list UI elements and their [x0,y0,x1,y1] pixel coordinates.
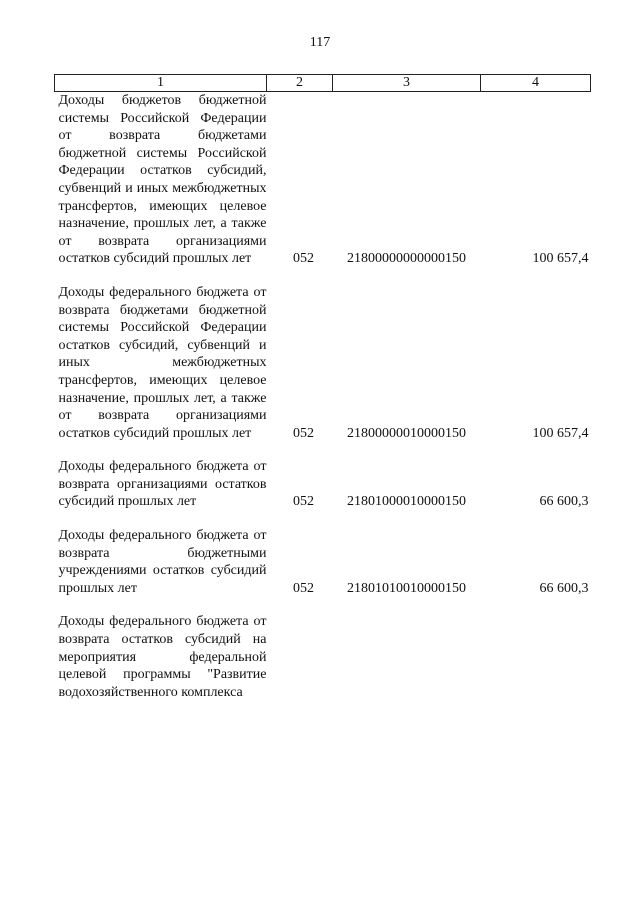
row-description [55,284,267,442]
row-amount: 100 657,4 [532,425,589,441]
column-header-1: 1 [55,75,267,92]
row-spacer [55,511,591,527]
row-description-text: Доходы федерального бюджета от возврата остатков субсидий на мероприятия федеральной целевой программы "Развитие водохозяйственного комплекса [58,614,267,700]
row-description [55,527,267,597]
table-row [55,92,591,268]
row-admin-code: 052 [293,580,314,596]
table-row [55,284,591,442]
row-description [55,92,267,268]
revenue-table [54,74,591,701]
row-description [55,613,267,701]
column-header-4: 4 [481,75,591,92]
row-spacer [55,597,591,613]
row-admin-code [267,613,333,701]
row-description-text: Доходы бюджетов бюджетной системы Российской Федерации от возврата бюджетами бюджетной системы Российской Федерации остатков субсидий, субвенций и иных межбюджетных трансфертов, имеющих целевое назначение, прошлых лет, а также от возврата организациями остатков субсидий прошлых лет [58,93,267,267]
row-amount [481,613,591,701]
row-description-text: Доходы федерального бюджета от возврата организациями остатков субсидий прошлых лет [58,459,267,510]
row-amount: 66 600,3 [539,580,589,596]
row-budget-code [333,613,481,701]
row-budget-code: 21800000000000150 [347,251,466,267]
column-header-3: 3 [333,75,481,92]
row-admin-code: 052 [293,425,314,441]
table-row [55,458,591,511]
table-body [55,92,591,702]
column-header-2: 2 [267,75,333,92]
row-description-text: Доходы федерального бюджета от возврата бюджетами бюджетной системы Российской Федерации остатков субсидий, субвенций и иных межбюджетных трансфертов, имеющих целевое назначение, прошлых лет, а также от возврата организациями остатков субсидий прошлых лет [58,284,267,441]
row-amount: 100 657,4 [532,251,589,267]
row-spacer [55,268,591,284]
table-row [55,613,591,701]
row-description [55,458,267,511]
row-budget-code: 21800000010000150 [347,425,466,441]
page-number: 117 [309,35,331,50]
row-amount: 66 600,3 [539,494,589,510]
row-budget-code: 21801000010000150 [347,494,466,510]
row-description-text: Доходы федерального бюджета от возврата бюджетными учреждениями остатков субсидий прошлых лет [58,528,267,596]
table-row [55,527,591,597]
row-admin-code: 052 [293,494,314,510]
table-header [55,75,591,92]
row-admin-code: 052 [293,251,314,267]
row-spacer [55,442,591,458]
header-row [55,75,591,92]
row-budget-code: 21801010010000150 [347,580,466,596]
